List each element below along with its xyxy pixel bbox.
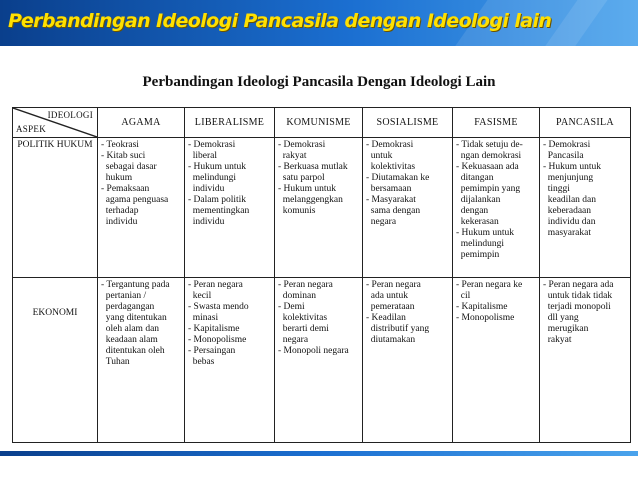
cell-line: dominan	[278, 291, 316, 301]
cell-line: - Persaingan	[188, 346, 236, 356]
cell-line: dll yang	[543, 313, 579, 323]
cell-line: - Demokrasi	[543, 140, 591, 150]
table-cell	[363, 138, 453, 278]
cell-line: - Demokrasi	[278, 140, 326, 150]
cell-line: - Kekuasaan ada	[456, 162, 519, 172]
cell-line: - Tergantung pada	[101, 280, 170, 290]
cell-line: keadaan alam	[101, 335, 158, 345]
cell-line: kolektivitas	[366, 162, 416, 172]
cell-line: merugikan	[543, 324, 589, 334]
corner-header-cell	[13, 108, 98, 138]
cell-line: distributif yang	[366, 324, 430, 334]
cell-line: sebagai dasar	[101, 162, 157, 172]
column-header: AGAMA	[98, 108, 185, 138]
cell-line: berarti demi	[278, 324, 329, 334]
cell-line: rakyat	[278, 151, 307, 161]
cell-line: - Peran negara	[278, 280, 333, 290]
cell-line: sama dengan	[366, 206, 421, 216]
cell-line: - Peran negara ada	[543, 280, 614, 290]
cell-line: - Dalam politik	[188, 195, 247, 205]
table-cell	[540, 138, 631, 278]
cell-line: melindungi	[456, 239, 505, 249]
footer-accent-line	[0, 451, 638, 456]
cell-line: - Kitab suci	[101, 151, 146, 161]
cell-line: keadilan dan	[543, 195, 597, 205]
cell-line: - Pemaksaan	[101, 184, 150, 194]
cell-line: ada untuk	[366, 291, 408, 301]
cell-line: satu parpol	[278, 173, 325, 183]
column-header: FASISME	[453, 108, 540, 138]
table-cell	[275, 278, 363, 443]
cell-line: - Demokrasi	[366, 140, 414, 150]
table-cell	[98, 278, 185, 443]
table-row	[13, 138, 631, 278]
cell-line: hukum	[101, 173, 133, 183]
cell-line: - Monopolisme	[456, 313, 515, 323]
cell-line: melanggengkan	[278, 195, 343, 205]
cell-line: terhadap	[101, 206, 139, 216]
cell-line: bebas	[188, 357, 215, 367]
cell-line: kekerasan	[456, 217, 499, 227]
column-header: LIBERALISME	[185, 108, 275, 138]
cell-line: - Hukum untuk	[543, 162, 602, 172]
cell-line: pemerataan	[366, 302, 415, 312]
cell-line: ditangan	[456, 173, 494, 183]
cell-line: kolektivitas	[278, 313, 328, 323]
cell-line: - Tidak setuju de-	[456, 140, 523, 150]
table-cell	[453, 278, 540, 443]
table-cell	[275, 138, 363, 278]
cell-line: - Peran negara	[188, 280, 243, 290]
cell-line: - Peran negara ke	[456, 280, 523, 290]
cell-line: rakyat	[543, 335, 572, 345]
cell-line: Tuhan	[101, 357, 130, 367]
table-cell	[363, 278, 453, 443]
cell-line: kecil	[188, 291, 212, 301]
document-title: Perbandingan Ideologi Pancasila Dengan Ideologi Lain	[142, 74, 496, 90]
cell-line: - Kapitalisme	[188, 324, 240, 334]
cell-line: menjunjung	[543, 173, 594, 183]
cell-line: cil	[456, 291, 471, 301]
cell-line: individu	[188, 217, 225, 227]
cell-line: - Berkuasa mutlak	[278, 162, 348, 172]
cell-line: mementingkan	[188, 206, 250, 216]
table-cell	[185, 138, 275, 278]
table-cell	[453, 138, 540, 278]
cell-line: dijalankan	[456, 195, 501, 205]
cell-line: pemimpin yang	[456, 184, 521, 194]
column-header: PANCASILA	[540, 108, 631, 138]
corner-label-ideologi: IDEOLOGI	[47, 110, 93, 120]
column-header: SOSIALISME	[363, 108, 453, 138]
cell-line: untuk	[366, 151, 393, 161]
cell-line: dengan	[456, 206, 489, 216]
cell-line: melindungi	[188, 173, 237, 183]
corner-label-aspek: ASPEK	[16, 124, 47, 134]
cell-line: keberadaan	[543, 206, 591, 216]
cell-line: ngan demokrasi	[456, 151, 522, 161]
cell-line: masyarakat	[543, 228, 592, 238]
cell-line: terjadi monopoli	[543, 302, 611, 312]
cell-line: yang ditentukan	[101, 313, 167, 323]
column-header: KOMUNISME	[275, 108, 363, 138]
cell-line: - Demokrasi	[188, 140, 236, 150]
cell-line: individu dan	[543, 217, 596, 227]
cell-line: individu	[188, 184, 225, 194]
cell-line: - Hukum untuk	[456, 228, 515, 238]
cell-line: - Masyarakat	[366, 195, 416, 205]
cell-line: - Hukum untuk	[278, 184, 337, 194]
aspect-cell: EKONOMI	[13, 278, 98, 443]
cell-line: - Peran negara	[366, 280, 421, 290]
cell-line: - Hukum untuk	[188, 162, 247, 172]
table-row	[13, 278, 631, 443]
cell-line: bersamaan	[366, 184, 412, 194]
table-cell	[185, 278, 275, 443]
slide-header	[0, 0, 638, 46]
comparison-table	[12, 107, 631, 443]
cell-line: agama penguasa	[101, 195, 169, 205]
table-cell	[540, 278, 631, 443]
cell-line: ditentukan oleh	[101, 346, 165, 356]
cell-line: - Diutamakan ke	[366, 173, 430, 183]
cell-line: - Teokrasi	[101, 140, 139, 150]
aspect-cell: POLITIK HUKUM	[13, 138, 98, 278]
cell-line: minasi	[188, 313, 219, 323]
slide-title: Perbandingan Ideologi Pancasila dengan Ideologi lain	[8, 10, 552, 32]
cell-line: - Monopolisme	[188, 335, 247, 345]
cell-line: - Demi	[278, 302, 305, 312]
cell-line: perdagangan	[101, 302, 155, 312]
cell-line: diutamakan	[366, 335, 416, 345]
cell-line: tinggi	[543, 184, 570, 194]
table-cell	[98, 138, 185, 278]
cell-line: individu	[101, 217, 138, 227]
cell-line: pertanian /	[101, 291, 147, 301]
cell-line: - Kapitalisme	[456, 302, 508, 312]
cell-line: pemimpin	[456, 250, 500, 260]
cell-line: Pancasila	[543, 151, 584, 161]
cell-line: negara	[366, 217, 397, 227]
cell-line: oleh alam dan	[101, 324, 160, 334]
cell-line: negara	[278, 335, 309, 345]
cell-line: untuk tidak tidak	[543, 291, 613, 301]
slide-footer	[0, 451, 638, 479]
cell-line: - Keadilan	[366, 313, 406, 323]
table-header-row	[13, 108, 631, 138]
cell-line: komunis	[278, 206, 316, 216]
cell-line: - Swasta mendo	[188, 302, 249, 312]
cell-line: - Monopoli negara	[278, 346, 349, 356]
cell-line: liberal	[188, 151, 218, 161]
